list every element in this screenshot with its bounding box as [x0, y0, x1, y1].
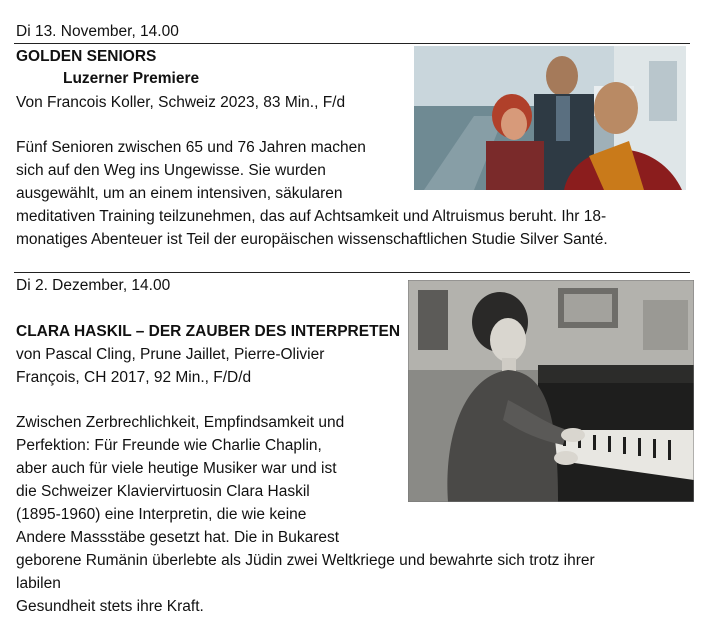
- film-still-illustration: [414, 46, 686, 190]
- event-title: GOLDEN SENIORS: [16, 48, 157, 65]
- event-credits: Von Francois Koller, Schweiz 2023, 83 Min., F/d: [16, 94, 346, 111]
- description-line: (1895-1960) eine Interpretin, die wie keine: [16, 506, 307, 523]
- description-line: geborene Rumänin überlebte als Jüdin zwei Weltkriege und bewahrte sich trotz ihrer: [16, 552, 595, 569]
- film-still-photo: [414, 46, 686, 190]
- event-subtitle: Luzerner Premiere: [63, 70, 200, 87]
- description-line: Gesundheit stets ihre Kraft.: [16, 598, 204, 615]
- divider: [14, 43, 690, 44]
- description-line: Fünf Senioren zwischen 65 und 76 Jahren machen: [16, 139, 366, 156]
- event-credits: François, CH 2017, 92 Min., F/D/d: [16, 369, 252, 386]
- description-line: labilen: [16, 575, 61, 592]
- pianist-illustration: [408, 280, 694, 502]
- description-line: Perfektion: Für Freunde wie Charlie Chaplin,: [16, 437, 322, 454]
- description-line: Zwischen Zerbrechlichkeit, Empfindsamkeit und: [16, 414, 345, 431]
- description-line: Andere Massstäbe gesetzt hat. Die in Bukarest: [16, 529, 340, 546]
- divider: [14, 272, 690, 273]
- event-title: CLARA HASKIL – DER ZAUBER DES INTERPRETEN: [16, 323, 401, 340]
- event-date: Di 2. Dezember, 14.00: [16, 277, 171, 294]
- description-line: sich auf den Weg ins Ungewisse. Sie wurden: [16, 162, 326, 179]
- description-line: die Schweizer Klaviervirtuosin Clara Haskil: [16, 483, 310, 500]
- description-line: meditativen Training teilzunehmen, das auf Achtsamkeit und Altruismus beruht. Ihr 18-: [16, 208, 607, 225]
- description-line: aber auch für viele heutige Musiker war und ist: [16, 460, 337, 477]
- pianist-photo: [408, 280, 694, 502]
- description-line: ausgewählt, um an einem intensiven, säkularen: [16, 185, 343, 202]
- event-date: Di 13. November, 14.00: [16, 23, 179, 40]
- description-line: monatiges Abenteuer ist Teil der europäischen wissenschaftlichen Studie Silver Santé.: [16, 231, 608, 248]
- event-credits: von Pascal Cling, Prune Jaillet, Pierre-Olivier: [16, 346, 325, 363]
